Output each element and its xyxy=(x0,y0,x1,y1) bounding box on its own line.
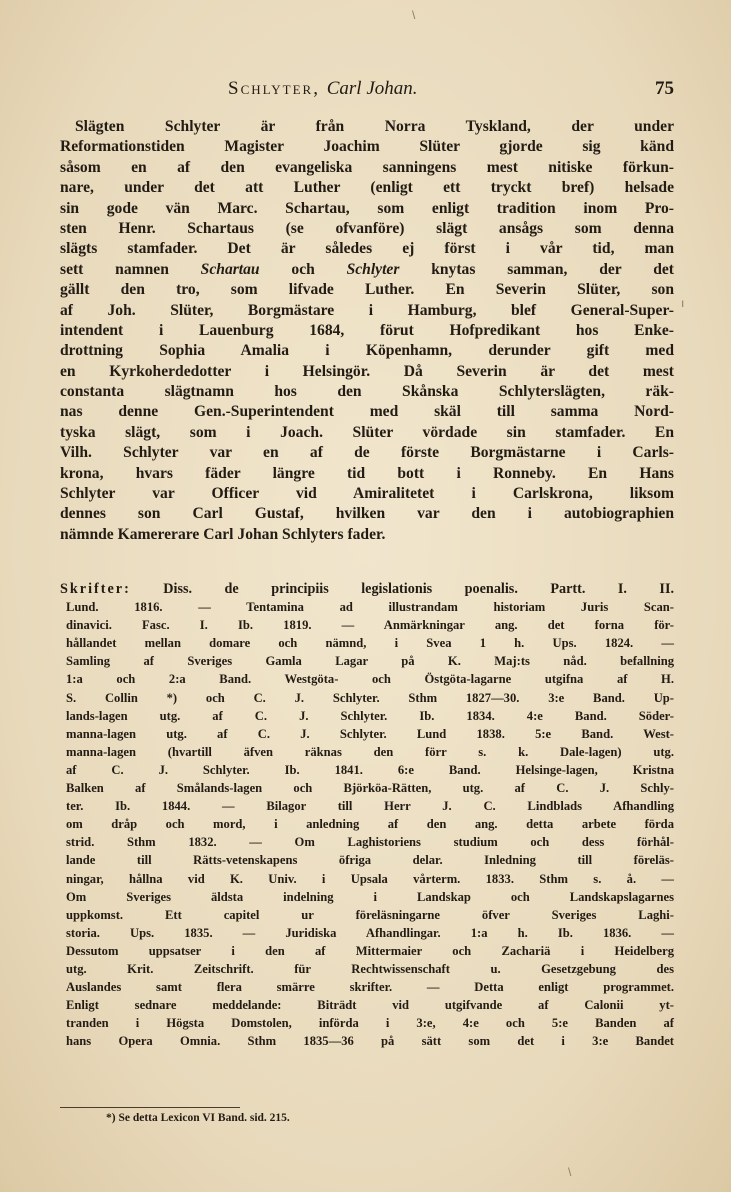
writings-line: Dessutom uppsatser i den af Mittermaier och Zachariä i Heidelberg xyxy=(66,943,674,958)
paragraph-line: tyska slägt, som i Joach. Slüter vördade sin stamfader. En xyxy=(60,423,674,441)
page-header xyxy=(0,78,731,102)
paragraph-line: sin gode vän Marc. Schartau, som enligt tradition inom Pro- xyxy=(60,199,674,217)
running-head-surname: Schlyter, xyxy=(228,78,320,99)
paragraph-line: sten Henr. Schartaus (se ofvanföre) slägt ansågs som denna xyxy=(60,219,674,237)
biography-paragraph xyxy=(60,117,674,545)
page-number: 75 xyxy=(655,78,674,99)
writings-line: Balken af Smålands-lagen och Björköa-Rätten, utg. af C. J. Schly- xyxy=(66,781,674,796)
writings-line: strid. Sthm 1832. — Om Laghistoriens studium och dess förhål- xyxy=(66,835,674,850)
running-head xyxy=(228,78,418,100)
italic-name: Schartau xyxy=(200,260,260,278)
writings-first-line xyxy=(60,580,674,598)
paragraph-line: slägts stamfader. Det är således ej först i vår tid, man xyxy=(60,240,674,258)
paragraph-line: af Joh. Slüter, Borgmästare i Hamburg, blef General-Super- xyxy=(60,301,674,319)
paragraph-line: en Kyrkoherdedotter i Helsingör. Då Severin är det mest xyxy=(60,362,674,380)
writings-line: storia. Ups. 1835. — Juridiska Afhandlingar. 1:a h. Ib. 1836. — xyxy=(66,925,674,940)
writings-line: af C. J. Schlyter. Ib. 1841. 6:e Band. Helsinge-lagen, Kristna xyxy=(66,762,674,777)
paragraph-line: intendent i Lauenburg 1684, förut Hofpredikant hos Enke- xyxy=(60,321,674,339)
writings-line: om dråp och mord, i anledning af den ang. detta arbete förda xyxy=(66,817,674,832)
writings-line: Samling af Sveriges Gamla Lagar på K. Maj:ts nåd. befallning xyxy=(66,654,674,669)
paragraph-line: nas denne Gen.-Superintendent med skäl till samma Nord- xyxy=(60,403,674,421)
margin-mark-icon: ı xyxy=(681,296,685,310)
writings-label: Skrifter: xyxy=(60,581,131,597)
paragraph-line: constanta slägtnamn hos den Skånska Schlyterslägten, räk- xyxy=(60,383,674,401)
paragraph-line: dennes son Carl Gustaf, hvilken var den i autobiographien xyxy=(60,505,674,523)
writings-line: 1:a och 2:a Band. Westgöta- och Östgöta-lagarne utgifna af H. xyxy=(66,672,674,687)
paragraph-line: nare, under det att Luther (enligt ett tryckt bref) helsade xyxy=(60,179,674,197)
paragraph-line: Reformationstiden Magister Joachim Slüter gjorde sig känd xyxy=(60,138,674,156)
print-mark-icon: \ xyxy=(568,1165,572,1179)
paragraph-line: drottning Sophia Amalia i Köpenhamn, derunder gift med xyxy=(60,342,674,360)
running-head-given-names: Carl Johan. xyxy=(326,78,418,99)
writings-list xyxy=(60,598,674,1050)
writings-line: Enligt sednare meddelande: Biträdt vid utgifvande af Calonii yt- xyxy=(66,998,674,1013)
writings-line: dinavici. Fasc. I. Ib. 1819. — Anmärkningar ang. det forna för- xyxy=(66,618,674,633)
writings-line: manna-lagen (hvartill äfven räknas den förr s. k. Dale-lagen) utg. xyxy=(66,744,674,759)
paragraph-line: Slägten Schlyter är från Norra Tyskland, der under xyxy=(75,118,674,135)
paragraph-line: gällt den tro, som lifvade Luther. En Severin Slüter, son xyxy=(60,281,674,299)
writings-first-text: Diss. de principiis legislationis poenalis. Partt. I. II. xyxy=(163,581,675,597)
paragraph-line-with-italics: sett namnen Schartau och Schlyter knytas samman, der det xyxy=(60,260,674,278)
footnote: *) Se detta Lexicon VI Band. sid. 215. xyxy=(106,1112,290,1124)
italic-name: Schlyter xyxy=(346,260,400,278)
paragraph-line: nämnde Kamererare Carl Johan Schlyters fader. xyxy=(60,525,386,543)
writings-line: tranden i Högsta Domstolen, införda i 3:e, 4:e och 5:e Banden af xyxy=(66,1016,674,1031)
writings-line: Om Sveriges äldsta indelning i Landskap och Landskapslagarnes xyxy=(66,889,674,904)
writings-line: hans Opera Omnia. Sthm 1835—36 på sätt som det i 3:e Bandet xyxy=(66,1034,674,1049)
footnote-divider xyxy=(60,1107,240,1108)
writings-line: lands-lagen utg. af C. J. Schlyter. Ib. 1834. 4:e Band. Söder- xyxy=(66,708,674,723)
writings-line: ter. Ib. 1844. — Bilagor till Herr J. C. Lindblads Afhandling xyxy=(66,799,674,814)
writings-line: lande till Rätts-vetenskapens öfriga delar. Inledning till föreläs- xyxy=(66,853,674,868)
writings-line: manna-lagen utg. af C. J. Schlyter. Lund 1838. 5:e Band. West- xyxy=(66,726,674,741)
writings-line: uppkomst. Ett capitel ur föreläsningarne öfver Sveriges Laghi- xyxy=(66,907,674,922)
writings-line: hållandet mellan domare och nämnd, i Svea 1 h. Ups. 1824. — xyxy=(66,636,674,651)
paragraph-line: Schlyter var Officer vid Amiralitetet i Carlskrona, liksom xyxy=(60,485,674,503)
writings-line: Auslandes samt flera smärre skrifter. — Detta enligt programmet. xyxy=(66,980,674,995)
writings-section xyxy=(60,580,674,1050)
paragraph-line: krona, hvars fäder längre tid bott i Ronneby. En Hans xyxy=(60,464,674,482)
print-mark-icon: \ xyxy=(412,8,416,22)
paragraph-line: såsom en af den evangeliska sanningens mest nitiske förkun- xyxy=(60,158,674,176)
paragraph-line: Vilh. Schlyter var en af de förste Borgmästarne i Carls- xyxy=(60,444,674,462)
writings-line: ningar, hållna vid K. Univ. i Upsala vårterm. 1833. Sthm s. å. — xyxy=(66,871,674,886)
writings-line: S. Collin *) och C. J. Schlyter. Sthm 1827—30. 3:e Band. Up- xyxy=(66,690,674,705)
writings-line: utg. Krit. Zeitschrift. für Rechtwissenschaft u. Gesetzgebung des xyxy=(66,961,674,976)
writings-line: Lund. 1816. — Tentamina ad illustrandam historiam Juris Scan- xyxy=(66,600,674,615)
